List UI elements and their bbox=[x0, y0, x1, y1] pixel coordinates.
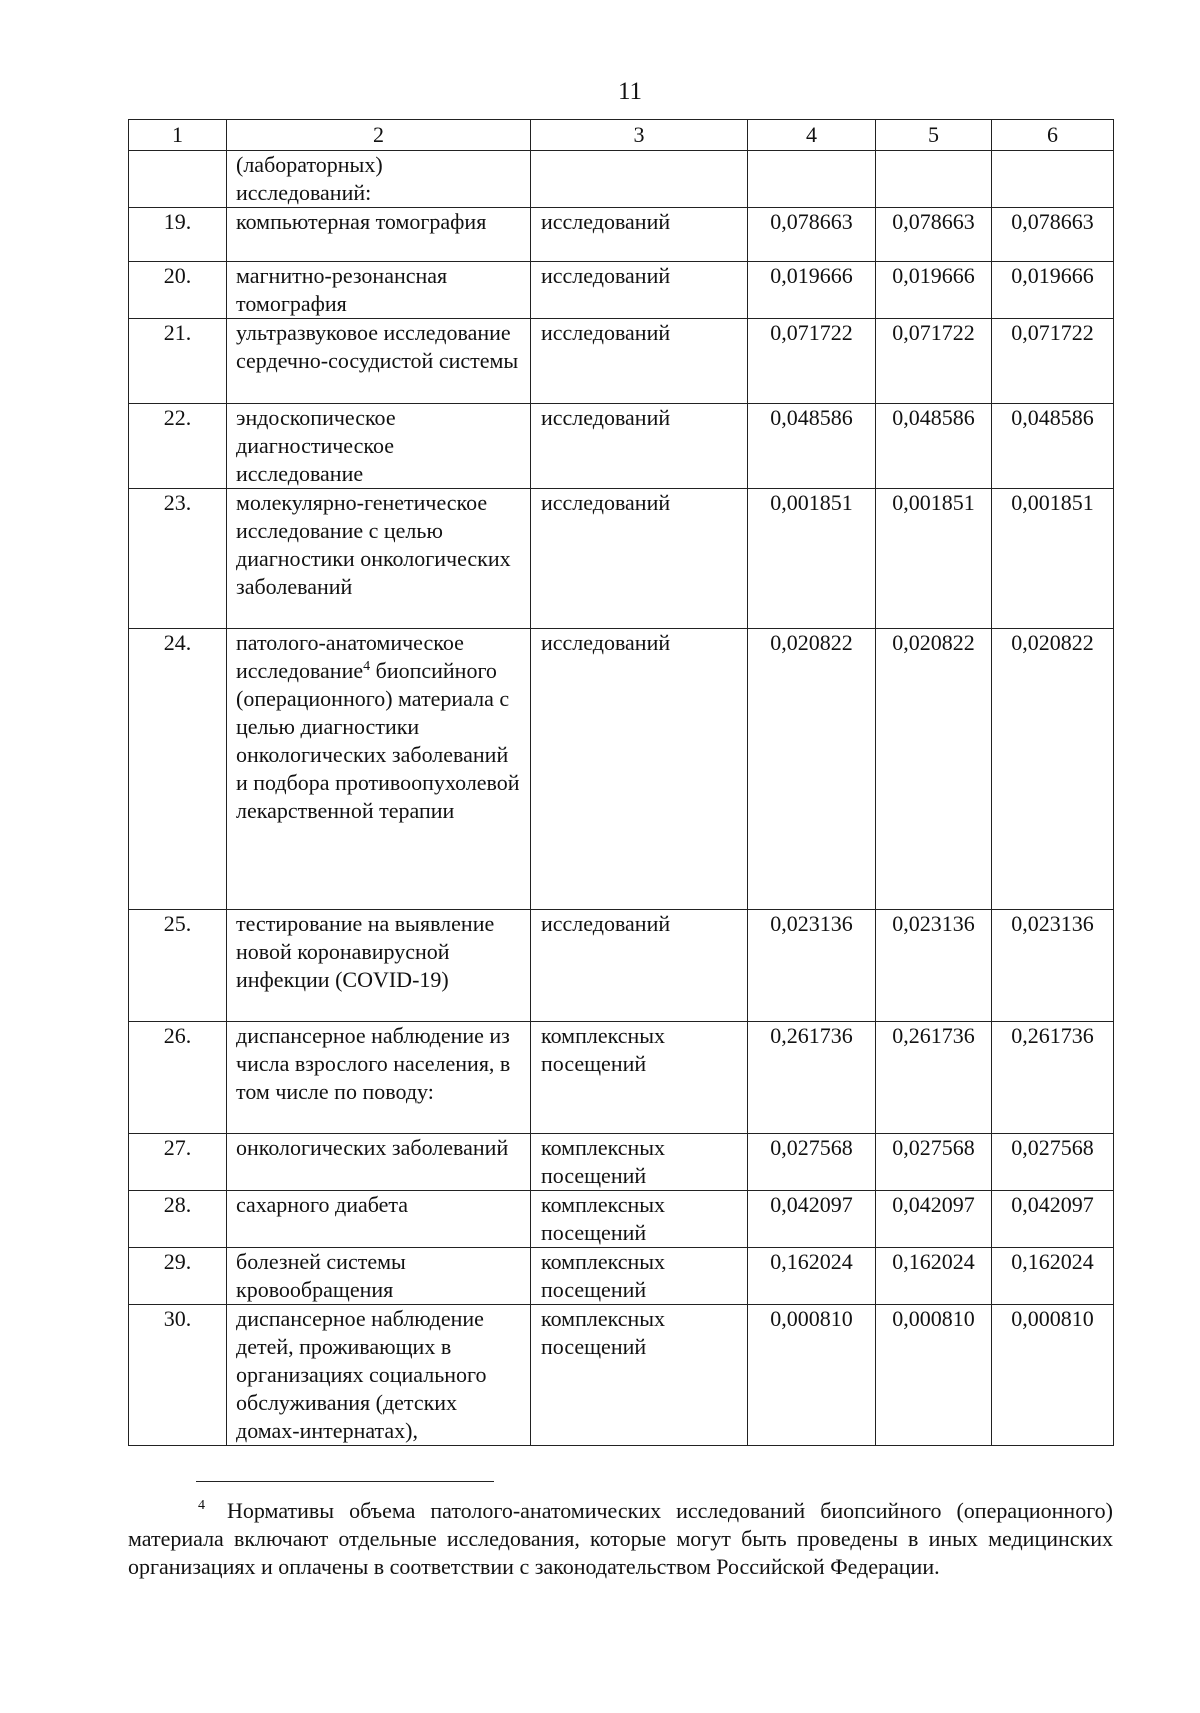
table-row bbox=[129, 151, 1114, 208]
row-value-col4: 0,000810 bbox=[748, 1305, 876, 1446]
row-name: диспансерное наблюдение из числа взрослого населения, в том числе по поводу: bbox=[227, 1022, 531, 1134]
row-name: молекулярно-генетическое исследование с целью диагностики онкологических заболеваний bbox=[227, 489, 531, 629]
footnote-text: Нормативы объема патолого-анатомических исследований биопсийного (операционного) материала включают отдельные исследования, которые могут быть проведены в иных медицинских организациях и оплачены в соответствии с законодательством Российской Федерации. bbox=[128, 1498, 1113, 1579]
row-number: 29. bbox=[129, 1248, 227, 1305]
header-col-5: 5 bbox=[876, 120, 992, 151]
row-name: ультразвуковое исследование сердечно-сосудистой системы bbox=[227, 319, 531, 404]
row-unit: исследований bbox=[531, 208, 748, 262]
row-unit: комплексных посещений bbox=[531, 1248, 748, 1305]
table-row bbox=[129, 404, 1114, 489]
row-number: 25. bbox=[129, 910, 227, 1022]
table-row bbox=[129, 319, 1114, 404]
row-value-col6: 0,000810 bbox=[992, 1305, 1114, 1446]
row-name: онкологических заболеваний bbox=[227, 1134, 531, 1191]
row-value-col4: 0,162024 bbox=[748, 1248, 876, 1305]
row-name-text: патолого-анатомическое исследование bbox=[236, 630, 464, 683]
row-value-col5: 0,001851 bbox=[876, 489, 992, 629]
row-unit bbox=[531, 151, 748, 208]
norms-table bbox=[128, 119, 1114, 1446]
row-name bbox=[227, 629, 531, 910]
footnote-reference: 4 bbox=[363, 659, 371, 674]
row-unit: комплексных посещений bbox=[531, 1191, 748, 1248]
row-name: (лабораторных) исследований: bbox=[227, 151, 531, 208]
row-value-col6: 0,042097 bbox=[992, 1191, 1114, 1248]
row-value-col5: 0,023136 bbox=[876, 910, 992, 1022]
row-number: 24. bbox=[129, 629, 227, 910]
row-number: 27. bbox=[129, 1134, 227, 1191]
row-value-col6: 0,078663 bbox=[992, 208, 1114, 262]
table-row bbox=[129, 910, 1114, 1022]
table-body bbox=[129, 151, 1114, 1446]
row-number: 19. bbox=[129, 208, 227, 262]
row-value-col4 bbox=[748, 151, 876, 208]
row-name: сахарного диабета bbox=[227, 1191, 531, 1248]
footnote-divider bbox=[196, 1481, 494, 1482]
table-row bbox=[129, 1305, 1114, 1446]
row-value-col5: 0,162024 bbox=[876, 1248, 992, 1305]
header-col-2: 2 bbox=[227, 120, 531, 151]
row-unit: исследований bbox=[531, 910, 748, 1022]
row-value-col4: 0,078663 bbox=[748, 208, 876, 262]
row-name: диспансерное наблюдение детей, проживающих в организациях социального обслуживания (детских домах-интернатах), bbox=[227, 1305, 531, 1446]
row-value-col5: 0,078663 bbox=[876, 208, 992, 262]
row-value-col4: 0,042097 bbox=[748, 1191, 876, 1248]
table-header-row bbox=[129, 120, 1114, 151]
table-row bbox=[129, 1022, 1114, 1134]
header-col-6: 6 bbox=[992, 120, 1114, 151]
row-value-col6: 0,048586 bbox=[992, 404, 1114, 489]
header-col-4: 4 bbox=[748, 120, 876, 151]
row-value-col5: 0,027568 bbox=[876, 1134, 992, 1191]
row-value-col4: 0,048586 bbox=[748, 404, 876, 489]
row-unit: комплексных посещений bbox=[531, 1134, 748, 1191]
table-row bbox=[129, 1248, 1114, 1305]
row-value-col5: 0,071722 bbox=[876, 319, 992, 404]
row-number bbox=[129, 151, 227, 208]
row-number: 30. bbox=[129, 1305, 227, 1446]
row-value-col6: 0,261736 bbox=[992, 1022, 1114, 1134]
row-value-col5: 0,019666 bbox=[876, 262, 992, 319]
row-value-col4: 0,020822 bbox=[748, 629, 876, 910]
table-row bbox=[129, 629, 1114, 910]
row-value-col4: 0,027568 bbox=[748, 1134, 876, 1191]
table-row bbox=[129, 1134, 1114, 1191]
table-row bbox=[129, 489, 1114, 629]
row-unit: исследований bbox=[531, 319, 748, 404]
row-value-col4: 0,071722 bbox=[748, 319, 876, 404]
row-value-col5: 0,048586 bbox=[876, 404, 992, 489]
row-value-col6: 0,019666 bbox=[992, 262, 1114, 319]
row-name: магнитно-резонансная томография bbox=[227, 262, 531, 319]
row-unit: исследований bbox=[531, 489, 748, 629]
page-number: 11 bbox=[617, 78, 643, 105]
row-number: 23. bbox=[129, 489, 227, 629]
row-value-col6 bbox=[992, 151, 1114, 208]
row-value-col5: 0,020822 bbox=[876, 629, 992, 910]
row-value-col4: 0,023136 bbox=[748, 910, 876, 1022]
row-number: 28. bbox=[129, 1191, 227, 1248]
row-number: 20. bbox=[129, 262, 227, 319]
row-value-col6: 0,001851 bbox=[992, 489, 1114, 629]
row-unit: комплексных посещений bbox=[531, 1305, 748, 1446]
row-value-col5: 0,042097 bbox=[876, 1191, 992, 1248]
row-unit: исследований bbox=[531, 262, 748, 319]
row-value-col6: 0,020822 bbox=[992, 629, 1114, 910]
row-value-col6: 0,162024 bbox=[992, 1248, 1114, 1305]
footnote-mark: 4 bbox=[198, 1498, 205, 1513]
row-name: тестирование на выявление новой коронавирусной инфекции (COVID-19) bbox=[227, 910, 531, 1022]
footnote bbox=[128, 1497, 1113, 1581]
row-number: 26. bbox=[129, 1022, 227, 1134]
row-name: эндоскопическое диагностическое исследование bbox=[227, 404, 531, 489]
row-name: компьютерная томография bbox=[227, 208, 531, 262]
row-value-col6: 0,071722 bbox=[992, 319, 1114, 404]
row-unit: комплексных посещений bbox=[531, 1022, 748, 1134]
header-col-3: 3 bbox=[531, 120, 748, 151]
row-value-col5: 0,000810 bbox=[876, 1305, 992, 1446]
table-row bbox=[129, 262, 1114, 319]
table-row bbox=[129, 208, 1114, 262]
row-value-col6: 0,023136 bbox=[992, 910, 1114, 1022]
header-col-1: 1 bbox=[129, 120, 227, 151]
row-value-col6: 0,027568 bbox=[992, 1134, 1114, 1191]
row-name-text-continued: биопсийного (операционного) материала с целью диагностики онкологических заболеваний и подбора противоопухолевой лекарственной терапии bbox=[236, 658, 520, 823]
row-value-col5 bbox=[876, 151, 992, 208]
row-value-col4: 0,001851 bbox=[748, 489, 876, 629]
row-number: 22. bbox=[129, 404, 227, 489]
row-value-col4: 0,019666 bbox=[748, 262, 876, 319]
row-value-col4: 0,261736 bbox=[748, 1022, 876, 1134]
row-unit: исследований bbox=[531, 629, 748, 910]
row-name: болезней системы кровообращения bbox=[227, 1248, 531, 1305]
row-number: 21. bbox=[129, 319, 227, 404]
row-unit: исследований bbox=[531, 404, 748, 489]
table-row bbox=[129, 1191, 1114, 1248]
row-value-col5: 0,261736 bbox=[876, 1022, 992, 1134]
